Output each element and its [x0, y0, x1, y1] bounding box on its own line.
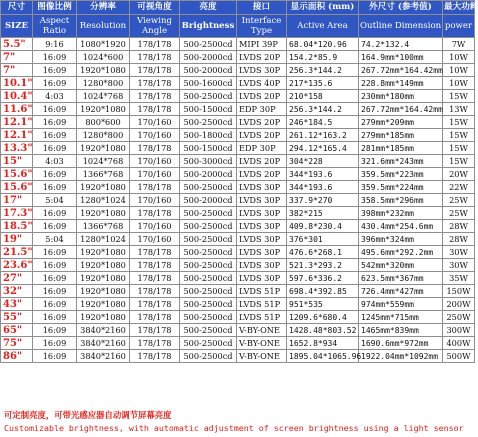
- header-cn-cell: 尺寸: [1, 1, 33, 15]
- table-cell: 1428.48*803.52: [287, 324, 359, 337]
- table-row: [1, 207, 475, 220]
- table-cell: EDP 30P: [237, 142, 287, 155]
- table-cell: 10W: [443, 77, 475, 90]
- table-cell: 16:09: [33, 181, 77, 194]
- table-cell: 1080*1920: [77, 38, 130, 51]
- size-cell: 18.5": [1, 220, 33, 233]
- table-cell: 170/160: [130, 168, 180, 181]
- table-cell: 1280*800: [77, 77, 130, 90]
- table-cell: 178/178: [130, 51, 180, 64]
- spec-body: [1, 1, 478, 363]
- table-cell: 200W: [443, 298, 475, 311]
- table-cell: 1920*1080: [77, 311, 130, 324]
- header-cn-cell: 亮度: [180, 1, 237, 15]
- table-cell: 16:09: [33, 207, 77, 220]
- table-cell: 74.2*132.4: [359, 38, 443, 51]
- table-cell: 1280*1024: [77, 194, 130, 207]
- table-cell: 267.72mm*164.42mm: [359, 64, 443, 77]
- table-cell: 261.12*163.2: [287, 129, 359, 142]
- table-cell: 974mm*559mm: [359, 298, 443, 311]
- size-cell: 5.5": [1, 38, 33, 51]
- table-cell: 9:16: [33, 38, 77, 51]
- header-cn-cell: 最大功耗: [443, 1, 475, 15]
- table-cell: 500-2500cd: [180, 246, 237, 259]
- table-cell: 178/178: [130, 272, 180, 285]
- table-cell: V-BY-ONE: [237, 324, 287, 337]
- table-cell: LVDS 20P: [237, 51, 287, 64]
- table-cell: 178/178: [130, 77, 180, 90]
- table-cell: 4:03: [33, 90, 77, 103]
- table-cell: LVDS 30P: [237, 233, 287, 246]
- table-cell: 3840*2160: [77, 337, 130, 350]
- table-cell: 170/160: [130, 220, 180, 233]
- table-cell: 500-2500cd: [180, 337, 237, 350]
- table-cell: 398mm*232mm: [359, 207, 443, 220]
- table-row: [1, 116, 475, 129]
- table-cell: 1245mm*715mm: [359, 311, 443, 324]
- size-cell: 11.6": [1, 103, 33, 116]
- header-en-cell: Brightness: [180, 15, 237, 38]
- table-cell: 25W: [443, 194, 475, 207]
- table-cell: 281mm*185mm: [359, 142, 443, 155]
- table-cell: 279mm*209mm: [359, 116, 443, 129]
- table-cell: 16:09: [33, 311, 77, 324]
- table-cell: 1366*768: [77, 168, 130, 181]
- table-cell: 13W: [443, 103, 475, 116]
- table-cell: 15W: [443, 129, 475, 142]
- table-cell: 15W: [443, 116, 475, 129]
- table-row: [1, 77, 475, 90]
- table-row: [1, 64, 475, 77]
- table-cell: 178/178: [130, 311, 180, 324]
- table-cell: 210*158: [287, 90, 359, 103]
- table-cell: 16:09: [33, 129, 77, 142]
- table-cell: 500-1500cd: [180, 142, 237, 155]
- table-row: [1, 337, 475, 350]
- table-row: [1, 246, 475, 259]
- table-cell: 228.8mm*149mm: [359, 77, 443, 90]
- table-cell: 15W: [443, 155, 475, 168]
- table-row: [1, 272, 475, 285]
- table-cell: 16:09: [33, 272, 77, 285]
- table-row: [1, 220, 475, 233]
- table-cell: 500-2500cd: [180, 324, 237, 337]
- table-cell: 500-2500cd: [180, 350, 237, 363]
- table-cell: 178/178: [130, 350, 180, 363]
- table-cell: LVDS 30P: [237, 220, 287, 233]
- table-cell: 217*135.6: [287, 77, 359, 90]
- table-cell: 500-1600cd: [180, 77, 237, 90]
- table-cell: 500-2500cd: [180, 272, 237, 285]
- table-cell: 337.9*270: [287, 194, 359, 207]
- footer-note-en: Customizable brightness, with automatic adjustment of screen brightness using a light sensor: [4, 423, 464, 433]
- header-en-cell: Resolution: [77, 15, 130, 38]
- table-cell: 230mm*180mm: [359, 90, 443, 103]
- table-cell: 16:09: [33, 77, 77, 90]
- table-cell: 20W: [443, 168, 475, 181]
- table-cell: 28W: [443, 220, 475, 233]
- table-cell: 500-2500cd: [180, 90, 237, 103]
- table-cell: 178/178: [130, 246, 180, 259]
- table-cell: 170/160: [130, 155, 180, 168]
- table-cell: 170/160: [130, 194, 180, 207]
- table-cell: 500-2500cd: [180, 207, 237, 220]
- size-cell: 10.1": [1, 77, 33, 90]
- table-cell: LVDS 30P: [237, 207, 287, 220]
- table-cell: 178/178: [130, 103, 180, 116]
- table-row: [1, 103, 475, 116]
- table-cell: LVDS 51P: [237, 311, 287, 324]
- table-cell: 1465mm*839mm: [359, 324, 443, 337]
- table-cell: 1920*1080: [77, 259, 130, 272]
- table-row: [1, 259, 475, 272]
- table-cell: 726.4mm*427mm: [359, 285, 443, 298]
- table-cell: 951*535: [287, 298, 359, 311]
- table-cell: 256.3*144.2: [287, 103, 359, 116]
- table-cell: 698.4*392.85: [287, 285, 359, 298]
- table-cell: 28W: [443, 233, 475, 246]
- table-cell: 16:09: [33, 246, 77, 259]
- table-cell: LVDS 20P: [237, 116, 287, 129]
- table-cell: 500-2500cd: [180, 298, 237, 311]
- table-cell: 1024*768: [77, 155, 130, 168]
- table-cell: 3840*2160: [77, 324, 130, 337]
- table-cell: 500-2500cd: [180, 116, 237, 129]
- table-cell: LVDS 51P: [237, 298, 287, 311]
- table-cell: 495.6mm*292.2mm: [359, 246, 443, 259]
- table-cell: 4:03: [33, 155, 77, 168]
- table-cell: 178/178: [130, 90, 180, 103]
- table-cell: 500-2500cd: [180, 181, 237, 194]
- table-cell: 1024*600: [77, 51, 130, 64]
- table-cell: 170/160: [130, 116, 180, 129]
- table-cell: 500-3000cd: [180, 155, 237, 168]
- table-row: [1, 298, 475, 311]
- table-row: [1, 285, 475, 298]
- table-cell: 5:04: [33, 233, 77, 246]
- table-cell: 164.9mm*100mm: [359, 51, 443, 64]
- table-cell: 400W: [443, 337, 475, 350]
- size-cell: 7": [1, 51, 33, 64]
- table-cell: 16:09: [33, 168, 77, 181]
- table-cell: 500W: [443, 350, 475, 363]
- table-cell: 500-1500cd: [180, 103, 237, 116]
- table-cell: 16:09: [33, 259, 77, 272]
- table-cell: 5:04: [33, 194, 77, 207]
- size-cell: 12.1": [1, 129, 33, 142]
- table-cell: 178/178: [130, 181, 180, 194]
- table-cell: LVDS 40P: [237, 77, 287, 90]
- table-cell: 178/178: [130, 207, 180, 220]
- table-row: [1, 194, 475, 207]
- table-row: [1, 233, 475, 246]
- table-cell: 150W: [443, 285, 475, 298]
- table-cell: 16:09: [33, 51, 77, 64]
- table-cell: 1209.6*680.4: [287, 311, 359, 324]
- table-cell: 1690.6mm*972mm: [359, 337, 443, 350]
- table-cell: 1922.04mm*1092mm: [359, 350, 443, 363]
- table-cell: 170/160: [130, 129, 180, 142]
- header-cn-cell: 接口: [237, 1, 287, 15]
- table-cell: 500-2500cd: [180, 38, 237, 51]
- size-cell: 7": [1, 64, 33, 77]
- table-cell: 15W: [443, 142, 475, 155]
- table-cell: 267.72mm*164.42mm: [359, 103, 443, 116]
- size-cell: 15": [1, 155, 33, 168]
- table-cell: 359.5mm*223mm: [359, 168, 443, 181]
- table-cell: 1366*768: [77, 220, 130, 233]
- table-cell: 304*228: [287, 155, 359, 168]
- table-cell: 376*301: [287, 233, 359, 246]
- table-cell: 16:09: [33, 324, 77, 337]
- table-cell: 170/160: [130, 233, 180, 246]
- header-en-cell: Active Area: [287, 15, 359, 38]
- table-cell: 359.5mm*224mm: [359, 181, 443, 194]
- table-cell: 178/178: [130, 38, 180, 51]
- table-row: [1, 168, 475, 181]
- table-cell: 15W: [443, 90, 475, 103]
- size-cell: 86": [1, 350, 33, 363]
- table-cell: 623.5mm*367mm: [359, 272, 443, 285]
- table-cell: 1895.04*1065.96: [287, 350, 359, 363]
- table-cell: 279mm*185mm: [359, 129, 443, 142]
- table-cell: 250W: [443, 311, 475, 324]
- size-cell: 17": [1, 194, 33, 207]
- table-cell: V-BY-ONE: [237, 337, 287, 350]
- table-cell: 1920*1080: [77, 142, 130, 155]
- table-cell: 178/178: [130, 298, 180, 311]
- size-cell: 55": [1, 311, 33, 324]
- table-cell: 25W: [443, 207, 475, 220]
- header-cn-cell: 外尺寸 (参考值): [359, 1, 443, 15]
- table-cell: 500-2000cd: [180, 64, 237, 77]
- table-cell: 16:09: [33, 103, 77, 116]
- table-cell: LVDS 20P: [237, 129, 287, 142]
- table-cell: 344*193.6: [287, 168, 359, 181]
- footer-note-cn: 可定制亮度，可带光感应器自动调节屏幕亮度: [4, 410, 172, 420]
- header-row-en: [1, 15, 475, 38]
- table-cell: 500-2500cd: [180, 285, 237, 298]
- table-cell: 16:09: [33, 220, 77, 233]
- table-cell: 409.8*230.4: [287, 220, 359, 233]
- header-cn-cell: 分辨率: [77, 1, 130, 15]
- table-cell: 16:09: [33, 64, 77, 77]
- table-cell: 396mm*324mm: [359, 233, 443, 246]
- table-cell: 246*184.5: [287, 116, 359, 129]
- table-cell: 16:09: [33, 116, 77, 129]
- size-cell: 12.1": [1, 116, 33, 129]
- table-cell: 1920*1080: [77, 285, 130, 298]
- header-cn-cell: 图像比例: [33, 1, 77, 15]
- size-cell: 15.6": [1, 168, 33, 181]
- table-cell: 68.04*120.96: [287, 38, 359, 51]
- table-row: [1, 129, 475, 142]
- table-cell: 597.6*336.2: [287, 272, 359, 285]
- header-en-cell: Outline Dimension: [359, 15, 443, 38]
- table-row: [1, 311, 475, 324]
- table-cell: 16:09: [33, 142, 77, 155]
- size-cell: 75": [1, 337, 33, 350]
- table-cell: 178/178: [130, 324, 180, 337]
- table-cell: 358.5mm*296mm: [359, 194, 443, 207]
- table-cell: 7W: [443, 38, 475, 51]
- table-cell: 1280*800: [77, 129, 130, 142]
- table-row: [1, 181, 475, 194]
- header-cn-cell: 显示面积 (mm): [287, 1, 359, 15]
- table-cell: 3840*2160: [77, 350, 130, 363]
- table-cell: LVDS 30P: [237, 272, 287, 285]
- size-cell: 19": [1, 233, 33, 246]
- table-row: [1, 38, 475, 51]
- size-cell: 15.6": [1, 181, 33, 194]
- table-cell: 16:09: [33, 350, 77, 363]
- table-cell: 294.12*165.4: [287, 142, 359, 155]
- table-cell: 800*600: [77, 116, 130, 129]
- table-cell: 178/178: [130, 142, 180, 155]
- table-cell: 1920*1080: [77, 181, 130, 194]
- table-cell: 1920*1080: [77, 64, 130, 77]
- size-cell: 21.5": [1, 246, 33, 259]
- table-cell: 1920*1080: [77, 272, 130, 285]
- table-cell: 500-2500cd: [180, 259, 237, 272]
- table-cell: LVDS 20P: [237, 155, 287, 168]
- table-cell: 1652.8*934: [287, 337, 359, 350]
- table-cell: 500-2000cd: [180, 168, 237, 181]
- header-cn-cell: 可视角度: [130, 1, 180, 15]
- header-en-cell: Viewing Angle: [130, 15, 180, 38]
- table-cell: 16:09: [33, 285, 77, 298]
- table-cell: 500-2500cd: [180, 220, 237, 233]
- table-cell: 16:09: [33, 298, 77, 311]
- table-cell: 1920*1080: [77, 246, 130, 259]
- table-cell: 500-1800cd: [180, 129, 237, 142]
- table-cell: 430.4mm*254.6mm: [359, 220, 443, 233]
- size-cell: 17.3": [1, 207, 33, 220]
- table-row: [1, 324, 475, 337]
- table-cell: 321.6mm*243mm: [359, 155, 443, 168]
- header-en-cell: SIZE: [1, 15, 33, 38]
- table-cell: 1920*1080: [77, 298, 130, 311]
- size-cell: 13.3": [1, 142, 33, 155]
- table-cell: 521.3*293.2: [287, 259, 359, 272]
- size-cell: 23.6": [1, 259, 33, 272]
- header-en-cell: Interface Type: [237, 15, 287, 38]
- table-row: [1, 155, 475, 168]
- header-row-cn: [1, 1, 475, 15]
- size-cell: 65": [1, 324, 33, 337]
- table-cell: 10W: [443, 64, 475, 77]
- table-cell: 1920*1080: [77, 207, 130, 220]
- table-cell: 178/178: [130, 259, 180, 272]
- table-cell: 382*215: [287, 207, 359, 220]
- table-cell: 500-2000cd: [180, 51, 237, 64]
- table-cell: V-BY-ONE: [237, 350, 287, 363]
- table-cell: 22W: [443, 181, 475, 194]
- table-row: [1, 350, 475, 363]
- table-row: [1, 142, 475, 155]
- table-cell: 30W: [443, 259, 475, 272]
- table-cell: 154.2*85.9: [287, 51, 359, 64]
- size-cell: 43": [1, 298, 33, 311]
- size-cell: 27": [1, 272, 33, 285]
- size-cell: 10.4": [1, 90, 33, 103]
- table-cell: 256.3*144.2: [287, 64, 359, 77]
- table-cell: LVDS 51P: [237, 285, 287, 298]
- table-cell: 178/178: [130, 64, 180, 77]
- table-cell: LVDS 30P: [237, 259, 287, 272]
- table-cell: 344*193.6: [287, 181, 359, 194]
- table-cell: 10W: [443, 51, 475, 64]
- table-cell: 178/178: [130, 285, 180, 298]
- table-cell: 500-2000cd: [180, 194, 237, 207]
- table-cell: 178/178: [130, 337, 180, 350]
- table-cell: 1920*1080: [77, 103, 130, 116]
- table-cell: LVDS 30P: [237, 194, 287, 207]
- table-row: [1, 90, 475, 103]
- table-cell: 16:09: [33, 337, 77, 350]
- table-cell: 500-2500cd: [180, 311, 237, 324]
- table-cell: 542mm*320mm: [359, 259, 443, 272]
- size-cell: 32": [1, 285, 33, 298]
- table-cell: MIPI 39P: [237, 38, 287, 51]
- table-cell: 35W: [443, 272, 475, 285]
- table-cell: 300W: [443, 324, 475, 337]
- header-en-cell: Aspect Ratio: [33, 15, 77, 38]
- table-cell: LVDS 30P: [237, 181, 287, 194]
- table-cell: LVDS 20P: [237, 168, 287, 181]
- table-cell: 500-2500cd: [180, 233, 237, 246]
- table-cell: LVDS 30P: [237, 64, 287, 77]
- table-cell: 1024*768: [77, 90, 130, 103]
- table-cell: LVDS 30P: [237, 246, 287, 259]
- table-cell: 476.6*268.1: [287, 246, 359, 259]
- table-cell: 30W: [443, 246, 475, 259]
- table-cell: EDP 30P: [237, 103, 287, 116]
- header-en-cell: power: [443, 15, 475, 38]
- table-row: [1, 51, 475, 64]
- table-cell: LVDS 20P: [237, 90, 287, 103]
- table-cell: 1280*1024: [77, 233, 130, 246]
